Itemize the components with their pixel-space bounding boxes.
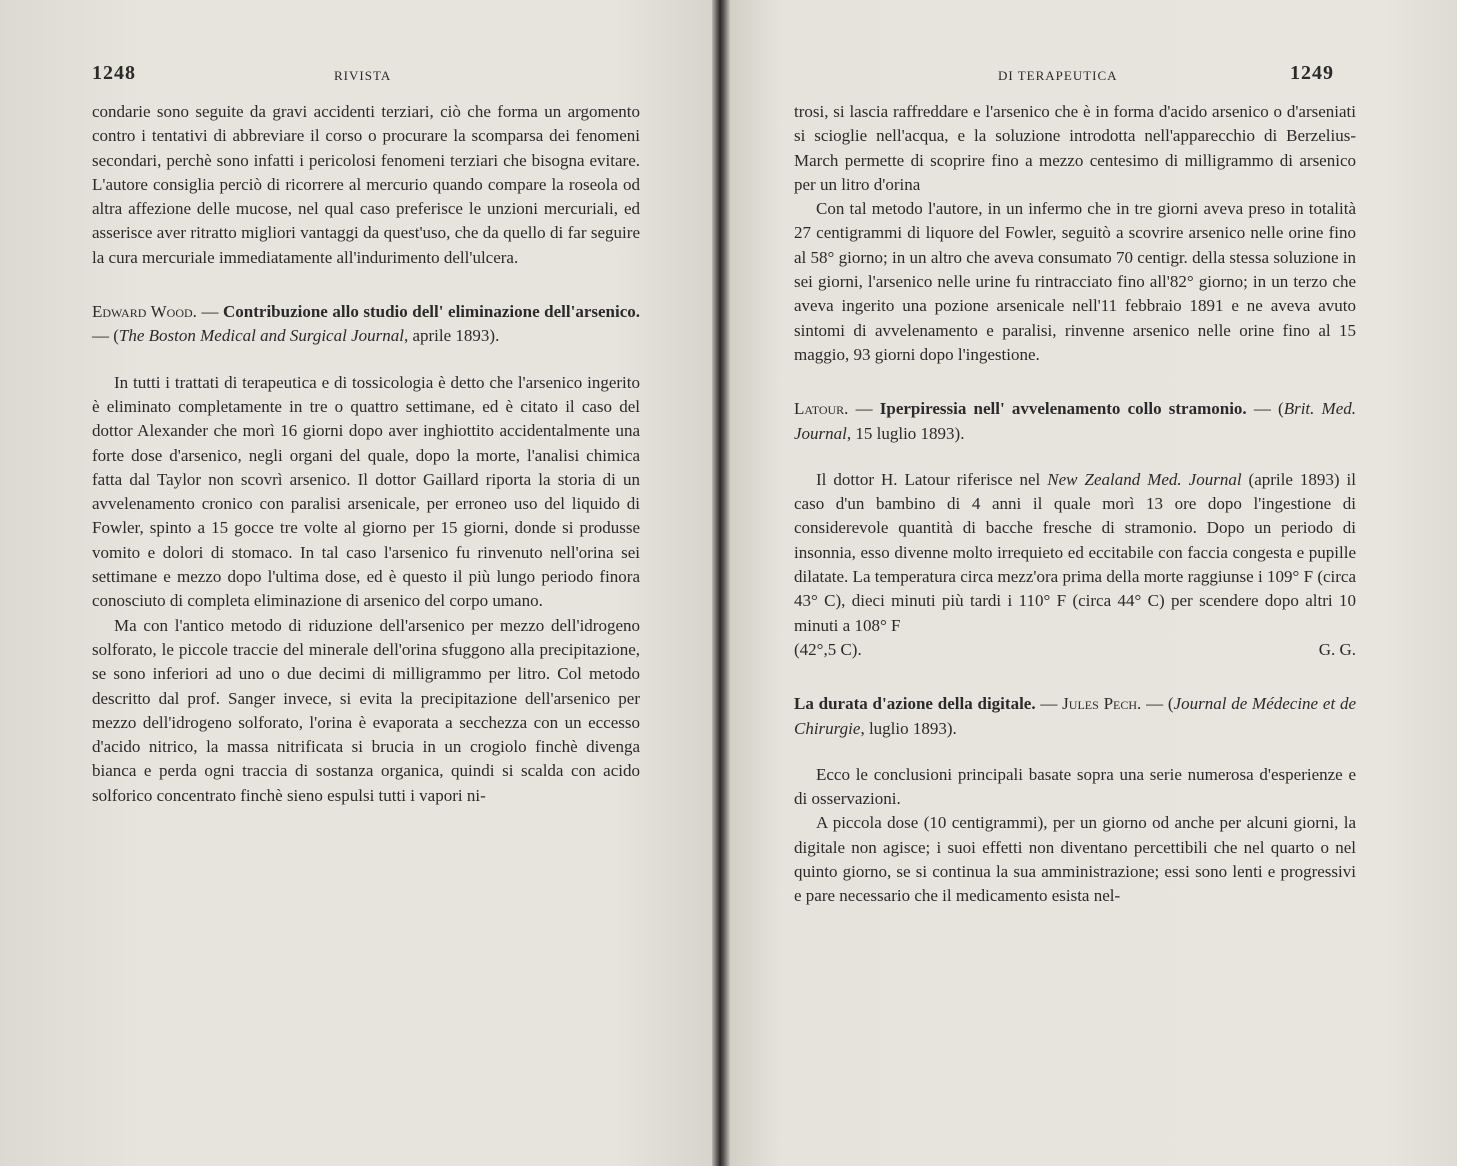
article-date: , 15 luglio 1893). [846, 423, 965, 443]
article-title: Contribuzione allo studio dell' eliminazione dell'arsenico. [223, 302, 641, 322]
paragraph: Il dottor H. Latour riferisce nel New Zealand Med. Journal (aprile 1893) il caso d'un bambino di 4 anni il quale morì 13 ore dopo l'ingestione di considerevole quantità di bacche fresche di stramonio. Dopo un periodo di insonnia, esso divenne molto irrequieto ed eccitabile con faccia congesta e pupille dilatate. La temperatura circa mezz'ora prima della morte raggiunse i 109° F (circa 43° C), dieci minuti più tardi i 110° F (circa 44° C) per scendere dopo altri 10 minuti a 108° F [794, 469, 1356, 635]
paragraph: Con tal metodo l'autore, in un infermo che in tre giorni aveva preso in totalità 27 centigrammi di liquore del Fowler, seguitò a scovrire arsenico nelle orine fino al 58° giorno; in un altro che aveva consumato 70 centigr. della stessa soluzione in sei giorni, l'arsenico nelle urine fu rintracciato fino all'82° giorno; in un terzo che aveva ingerito una pozione arsenicale nell'11 febbraio 1891 e ne aveva avuto sintomi di avvelenamento e paralisi, rinvenne arsenico nelle orine fino al 15 maggio, 93 giorni dopo l'ingestione. [794, 199, 1356, 364]
article-heading: Latour. — Iperpiressia nell' avvelenamento collo stramonio. — (Brit. Med. Journal, 15 luglio 1893). [794, 399, 1357, 443]
article-journal: The Boston Medical and Surgical Journal [118, 326, 404, 346]
right-page [722, 0, 1457, 1166]
left-page-body [92, 100, 640, 808]
paragraph: Ma con l'antico metodo di riduzione dell'arsenico per mezzo dell'idrogeno solforato, le piccole traccie del minerale dell'orina sfuggono alla precipitazione, se sono inferiori ad uno o due decimi di milligrammo per litro. Col metodo descritto dal prof. Sanger invece, si evita la precipitazione dell'arsenico per mezzo dell'idrogeno solforato, l'orina è evaporata a secchezza con un eccesso d'acido nitrico, la massa nitrificata si brucia in un crogiolo finchè divenga bianca e perda ogni traccia di sostanza organica, quindi si scalda con acido solforico concentrato finchè sieno espulsi tutti i vapori ni- [92, 615, 640, 805]
article-title: Iperpiressia nell' avvelenamento collo stramonio. [879, 399, 1247, 419]
paragraph: In tutti i trattati di terapeutica e di tossicologia è detto che l'arsenico ingerito è eliminato completamente in tre o quattro settimane, ed è citato il caso del dottor Alexander che morì 16 giorni dopo aver inghiottito accidentalmente una forte dose d'arsenico, negli organi del quale, dopo la morte, l'analisi chimica fatta dal Taylor non scovrì arsenico. Il dottor Gaillard riporta la storia di un avvelenamento cronico con paralisi arsenicale, per erroneo uso del liquido di Fowler, spinto a 15 gocce tre volte al giorno per 15 giorni, donde si produsse vomito e dolori di stomaco. In tal caso l'arsenico fu rinvenuto nell'orina sei settimane e mezzo dopo l'ultima dose, ed è questo il più lungo periodo finora conosciuto di completa eliminazione di arsenico del corpo umano. [92, 372, 640, 611]
paragraph: A piccola dose (10 centigrammi), per un giorno od anche per alcuni giorni, la digitale non agisce; i suoi effetti non diventano percettibili che nel quarto o nel quinto giorno, se si continua la sua amministrazione; essi sono lenti e progressivi e pare necessario che il medicamento esista nel- [794, 813, 1356, 906]
article-journal: Journal de Médecine et de Chirurgie [794, 694, 1356, 738]
article-journal: Brit. Med. Journal [794, 399, 1357, 443]
running-title: RIVISTA [334, 68, 392, 83]
right-page-body [794, 100, 1356, 909]
left-page [0, 0, 722, 1166]
page-number: 1248 [92, 62, 136, 84]
paragraph: trosi, si lascia raffreddare e l'arsenico che è in forma d'acido arsenico o d'arseniati si scioglie nell'acqua, e la soluzione introdotta nell'apparecchio di Berzelius-March permette di scoprire fino a mezzo centesimo di milligrammo di arsenico per un litro d'orina [794, 102, 1356, 194]
article-author: Edward Wood. [92, 302, 197, 322]
article-title: La durata d'azione della digitale. [794, 694, 1036, 714]
paragraph: Ecco le conclusioni principali basate sopra una serie numerosa d'esperienze e di osservazioni. [794, 764, 1356, 809]
signature: G. G. [1318, 639, 1356, 659]
article-author: Latour. [794, 399, 849, 419]
article-date: , aprile 1893). [403, 326, 500, 346]
book-gutter [712, 0, 730, 1166]
article-date: , luglio 1893). [860, 718, 957, 738]
signature-line: (42°,5 C). G. G. [794, 638, 1356, 662]
article-author: Jules Pech. [1062, 694, 1142, 714]
paragraph: condarie sono seguite da gravi accidenti terziari, ciò che forma un argomento contro i tentativi di abbreviare il corso o procurare la scomparsa dei fenomeni secondari, perchè sono infatti i pericolosi fenomeni terziari che bisogna evitare. L'autore consiglia perciò di ricorrere al mercurio quando compare la roseola od altra affezione delle mucose, nel qual caso preferisce le unzioni mercuriali, ed asserisce aver ritratto migliori vantaggi da quest'uso, che da quello di far seguire la cura mercuriale immediatamente all'indurimento dell'ulcera. [92, 102, 640, 267]
running-title: DI TERAPEUTICA [998, 68, 1118, 83]
article-heading: La durata d'azione della digitale. — Jules Pech. — (Journal de Médecine et de Chirurgie, luglio 1893). [794, 694, 1356, 738]
article-heading: Edward Wood. — Contribuzione allo studio dell' eliminazione dell'arsenico. — (The Boston Medical and Surgical Journal, aprile 1893). [92, 302, 641, 346]
page-number: 1249 [1290, 62, 1334, 84]
